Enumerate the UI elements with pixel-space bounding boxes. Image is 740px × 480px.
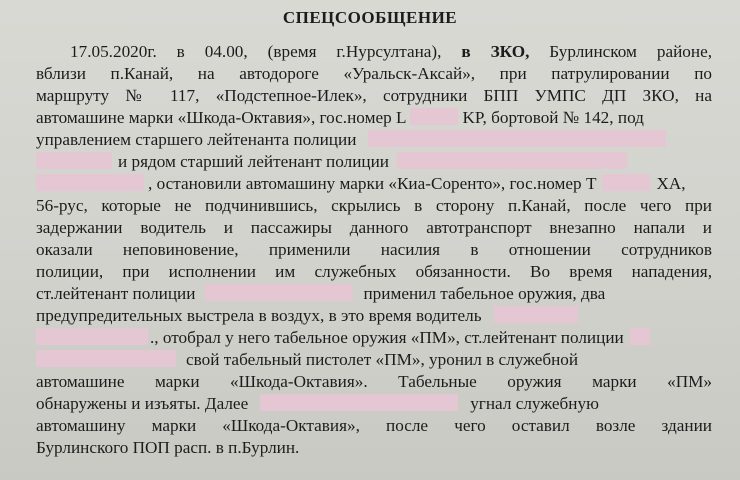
text-line-19: Бурлинского ПОП расп. в п.Бурлин.: [36, 438, 300, 457]
text-segment: угнал служебную: [470, 394, 599, 413]
redaction-block: [410, 108, 458, 125]
text-segment-bold: в ЗКО,: [461, 42, 530, 61]
text-line-10: оказали неповиновение, применили насилия в отношении сотрудников: [36, 240, 712, 259]
text-line-15: [36, 349, 712, 371]
redaction-block: [602, 174, 650, 191]
text-line-12: [36, 283, 712, 305]
redaction-block: [397, 152, 627, 169]
text-segment: , остановили автомашину марки «Киа-Соренто», гос.номер Т: [148, 174, 597, 193]
text-segment: управлением старшего лейтенанта полиции: [36, 130, 357, 149]
text-line-5: [36, 129, 712, 151]
text-segment: применил табельное оружия, два: [363, 284, 606, 303]
text-segment: автомашине марки «Шкода-Октавия», гос.номер L: [36, 108, 407, 127]
text-line-13: [36, 305, 712, 327]
text-segment: и рядом старший лейтенант полиции: [118, 152, 389, 171]
text-segment: 17.05.2020г. в 04.00, (время г.Нурсултана),: [70, 42, 462, 61]
text-line-8: 56-рус, которые не подчинившись, скрылись в сторону п.Канай, после чего при: [36, 196, 712, 215]
text-line-6: [36, 151, 712, 173]
redaction-block: [494, 306, 578, 323]
text-line-2: вблизи п.Канай, на автодороге «Уральск-Аксай», при патрулировании по: [36, 64, 712, 83]
text-line-17: [36, 393, 712, 415]
text-segment: ХА,: [656, 174, 686, 193]
text-segment: свой табельный пистолет «ПМ», уронил в служебной: [186, 350, 579, 369]
text-line-16: автомашине марки «Шкода-Октавия». Табельные оружия марки «ПМ»: [36, 372, 712, 391]
text-segment: ст.лейтенант полиции: [36, 284, 196, 303]
text-segment: KP, бортовой № 142, под: [462, 108, 644, 127]
redaction-block: [36, 152, 112, 169]
redaction-block: [205, 284, 353, 301]
text-line-1: [70, 41, 712, 63]
text-line-18: автомашину марки «Шкода-Октавия», после чего оставил возле здании: [36, 416, 712, 435]
text-segment: ., отобрал у него табельное оружия «ПМ», ст.лейтенант полиции: [150, 328, 624, 347]
text-segment: обнаружены и изъяты. Далее: [36, 394, 249, 413]
text-line-14: [36, 327, 712, 349]
redaction-block: [630, 328, 650, 345]
redaction-block: [36, 328, 148, 345]
text-line-3: маршруту № 117, «Подстепное-Илек», сотрудники БПП УМПС ДП ЗКО, на: [36, 86, 712, 105]
text-line-9: задержании водитель и пассажиры данного автотранспорт внезапно напали и: [36, 218, 712, 237]
redaction-block: [368, 130, 666, 147]
text-line-7: [36, 173, 712, 195]
text-line-11: полиции, при исполнении им служебных обязанности. Во время нападения,: [36, 262, 712, 281]
text-segment: предупредительных выстрела в воздух, в это время водитель: [36, 306, 482, 325]
redaction-block: [260, 394, 458, 411]
text-line-4: [36, 107, 712, 129]
redaction-block: [36, 174, 144, 191]
text-segment: Бурлинском районе,: [529, 42, 712, 61]
document-title: СПЕЦСООБЩЕНИЕ: [282, 8, 458, 27]
redaction-block: [36, 350, 176, 367]
